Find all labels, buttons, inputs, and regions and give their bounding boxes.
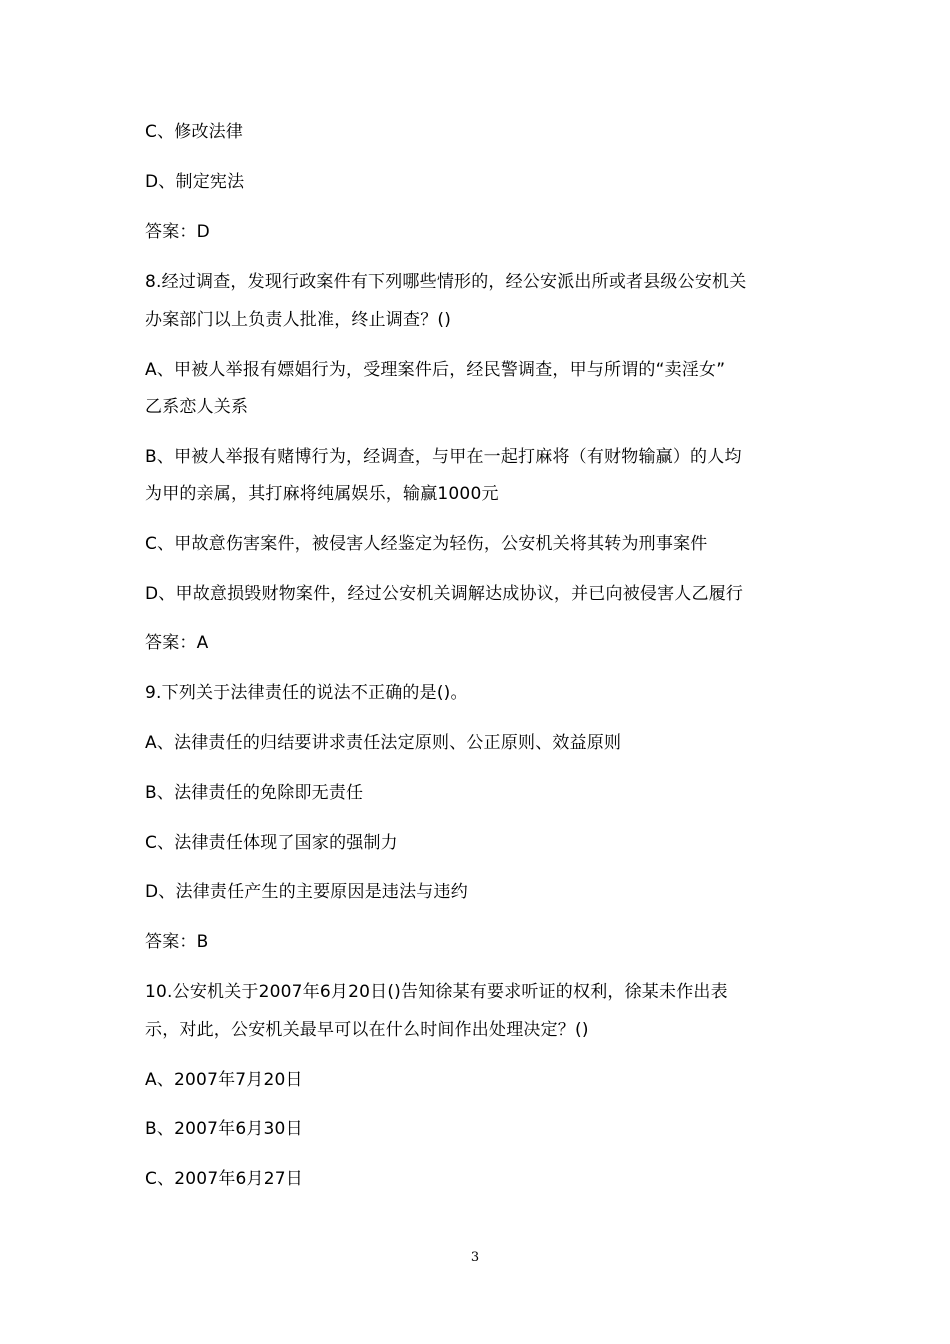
- option-b-q10: B、2007年6月30日: [145, 1119, 303, 1139]
- answer-q9: 答案：B: [145, 932, 209, 952]
- option-b-q9: B、法律责任的免除即无责任: [145, 783, 364, 803]
- option-a-q8-line-2: 乙系恋人关系: [145, 397, 249, 417]
- answer-q8: 答案：A: [145, 633, 209, 653]
- option-c-q9: C、法律责任体现了国家的强制力: [145, 833, 398, 853]
- option-d-q9: D、法律责任产生的主要原因是违法与违约: [145, 882, 468, 902]
- question-10-line-1: 10.公安机关于2007年6月20日()告知徐某有要求听证的权利，徐某未作出表: [145, 982, 728, 1002]
- option-a-q9: A、法律责任的归结要讲求责任法定原则、公正原则、效益原则: [145, 733, 622, 753]
- option-b-q8-line-2: 为甲的亲属，其打麻将纯属娱乐，输赢1000元: [145, 484, 499, 504]
- question-8-line-1: 8.经过调查，发现行政案件有下列哪些情形的，经公安派出所或者县级公安机关: [145, 272, 747, 292]
- option-a-q10: A、2007年7月20日: [145, 1070, 303, 1090]
- option-d-q8: D、甲故意损毁财物案件，经过公安机关调解达成协议，并已向被侵害人乙履行: [145, 584, 744, 604]
- question-9: 9.下列关于法律责任的说法不正确的是()。: [145, 683, 468, 703]
- question-8-line-2: 办案部门以上负责人批准，终止调查？(): [145, 310, 452, 330]
- option-c-q10: C、2007年6月27日: [145, 1169, 303, 1189]
- option-d-q7: D、制定宪法: [145, 172, 245, 192]
- option-c-q7: C、修改法律: [145, 122, 244, 142]
- page-number: 3: [470, 1250, 480, 1265]
- option-c-q8: C、甲故意伤害案件，被侵害人经鉴定为轻伤，公安机关将其转为刑事案件: [145, 534, 708, 554]
- answer-q7: 答案：D: [145, 222, 210, 242]
- question-10-line-2: 示，对此，公安机关最早可以在什么时间作出处理决定？(): [145, 1020, 589, 1040]
- option-b-q8-line-1: B、甲被人举报有赌博行为，经调查，与甲在一起打麻将（有财物输赢）的人均: [145, 447, 742, 467]
- option-a-q8-line-1: A、甲被人举报有嫖娼行为，受理案件后，经民警调查，甲与所谓的“卖淫女”: [145, 360, 726, 380]
